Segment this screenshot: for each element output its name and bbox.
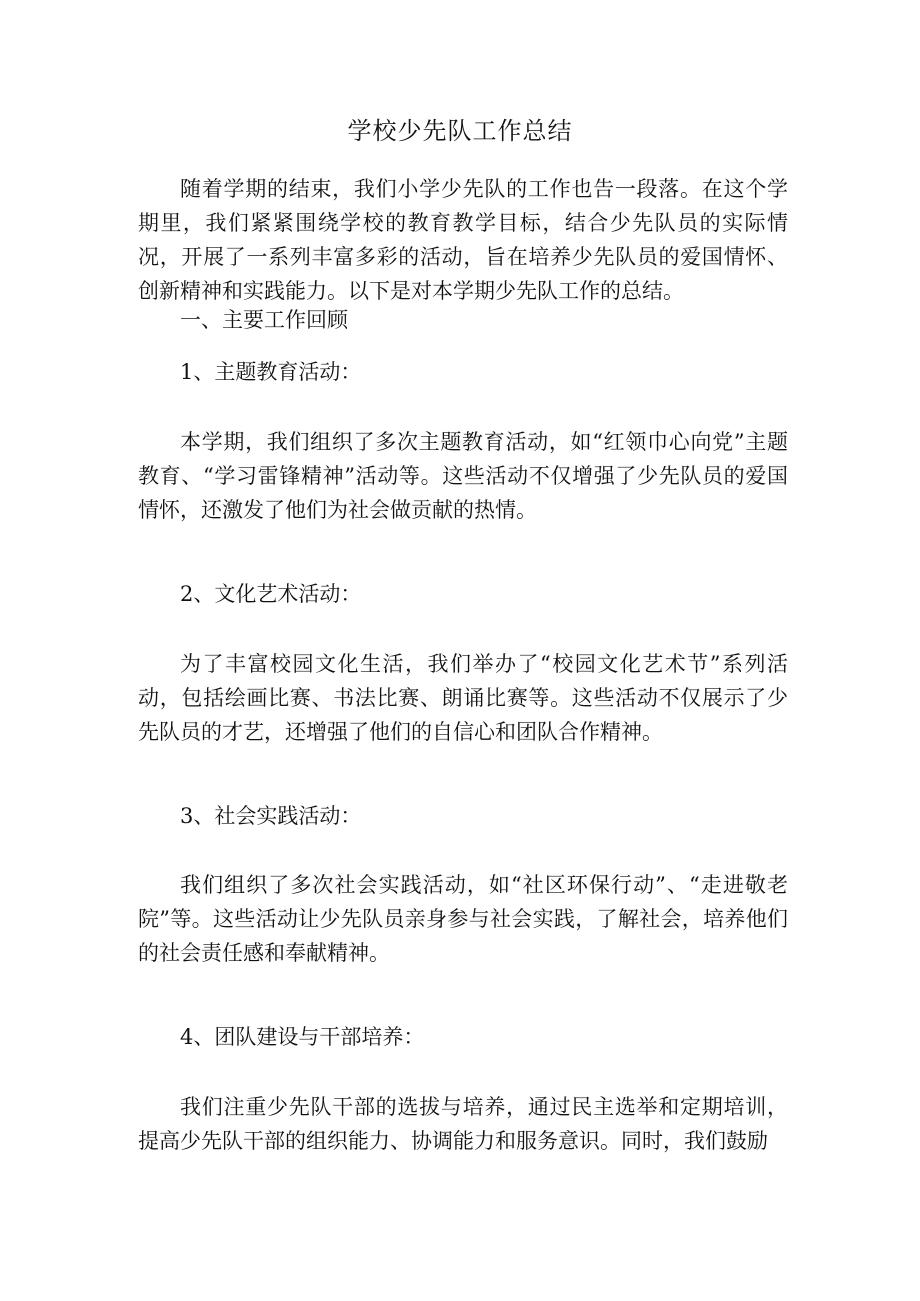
intro-paragraph: 随着学期的结束，我们小学少先队的工作也告一段落。在这个学期里，我们紧紧围绕学校的教育教学目标，结合少先队员的实际情况，开展了一系列丰富多彩的活动，旨在培养少先队员的爱国情怀、创新精神和实践能力。以下是对本学期少先队工作的总结。	[138, 177, 788, 303]
item-heading-theme-education: 1、主题教育活动：	[180, 360, 362, 384]
item-heading-social-practice: 3、社会实践活动：	[180, 804, 362, 828]
item-heading-culture-art: 2、文化艺术活动：	[180, 582, 362, 606]
item-body-social-practice: 我们组织了多次社会实践活动，如“社区环保行动”、“走进敬老院”等。这些活动让少先队员亲身参与社会实践，了解社会，培养他们的社会责任感和奉献精神。	[138, 873, 788, 965]
item-body-theme-education: 本学期，我们组织了多次主题教育活动，如“红领巾心向党”主题教育、“学习雷锋精神”活动等。这些活动不仅增强了少先队员的爱国情怀，还激发了他们为社会做贡献的热情。	[138, 430, 788, 522]
item-body-culture-art: 为了丰富校园文化生活，我们举办了“校园文化艺术节”系列活动，包括绘画比赛、书法比赛、朗诵比赛等。这些活动不仅展示了少先队员的才艺，还增强了他们的自信心和团队合作精神。	[138, 652, 788, 744]
item-heading-team-building: 4、团队建设与干部培养：	[180, 1025, 425, 1049]
section-heading-main-review: 一、主要工作回顾	[180, 308, 348, 332]
document-title: 学校少先队工作总结	[347, 117, 573, 145]
item-body-team-building: 我们注重少先队干部的选拔与培养，通过民主选举和定期培训，提高少先队干部的组织能力、协调能力和服务意识。同时，我们鼓励	[138, 1095, 788, 1153]
